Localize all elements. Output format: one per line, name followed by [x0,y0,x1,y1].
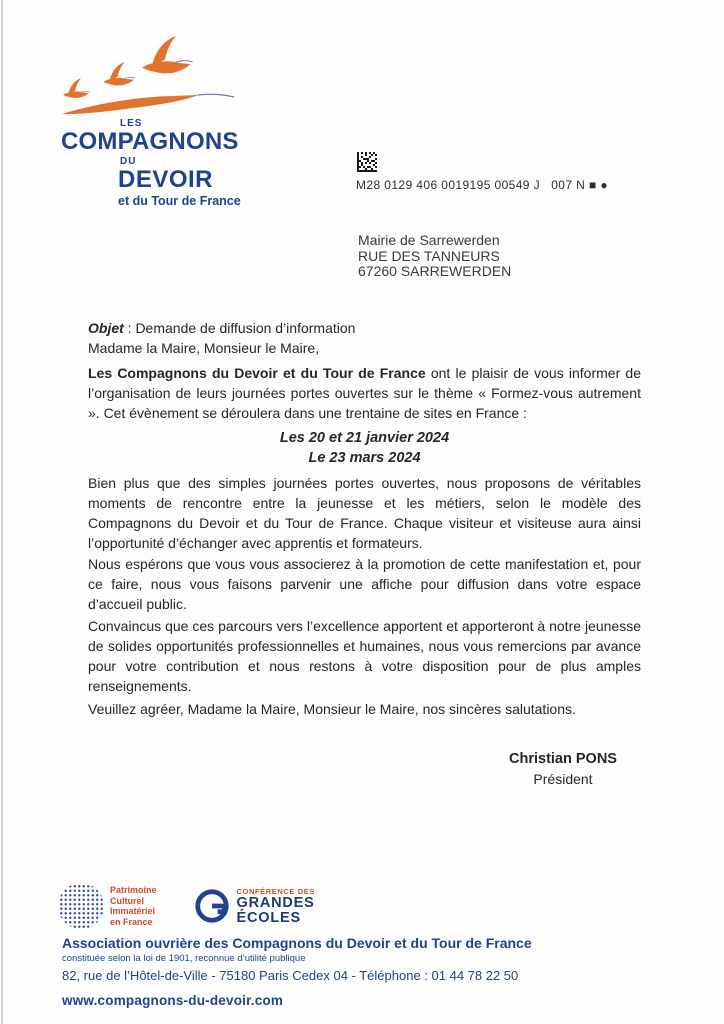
cge-top-line: CONFÉRENCE DES [236,886,315,896]
paragraph-promotion: Nous espérons que vous vous associerez à la promotion de cette manifestation et, pour ce faire, nous vous faisons parvenir une affiche pour diffusion dans votre espace d’accueil public. [88,556,641,612]
logo-devoir: DEVOIR [118,166,214,193]
signer-title: Président [533,771,593,787]
logo-les: LES [120,118,143,129]
patrimoine-culturel-logo [58,883,157,929]
association-address: 82, rue de l’Hôtel-de-Ville - 75180 Paris Cedex 04 - Téléphone : 01 44 78 22 50 [62,968,519,983]
paragraph-intro-bold: Les Compagnons du Devoir et du Tour de France [88,365,426,381]
logo-wordmark [58,119,258,208]
paragraph-intro [88,363,641,423]
website-url: www.compagnons-du-devoir.com [62,993,284,1008]
footer-text [62,935,618,1008]
association-legal: constituée selon la loi de 1901, reconnue d’utilité publique [62,953,306,964]
cge-label [237,887,315,926]
paragraph-description: Bien plus que des simples journées portes ouvertes, nous proposons de véritables moments de rencontre entre la jeunesse et les métiers, selon le modèle des Compagnons du Devoir et du Tour de France. Chaque visiteur et visiteuse aura ainsi l’opportunité d’échanger avec apprentis et formateurs. [88,475,641,551]
logo-du: DU [120,156,137,167]
cge-ecoles: ÉCOLES [236,909,301,926]
event-dates [88,428,641,468]
letter-footer [58,882,618,1008]
event-date-january: Les 20 et 21 janvier 2024 [279,430,450,446]
cge-grandes: GRANDES [236,894,315,911]
scan-edge-artifact [1,0,3,1024]
birds-wave-icon [58,28,248,116]
pci-line: en France [110,916,153,927]
pci-line: Patrimoine [110,885,157,895]
pci-line: Immatériel [110,906,156,916]
subject-text: : Demande de diffusion d’information [123,320,356,336]
recipient-street: RUE DES TANNEURS [358,247,500,264]
logo-compagnons: COMPAGNONS [61,128,239,155]
signature-block [473,749,653,789]
paragraph-thanks: Convaincus que ces parcours vers l’excellence apportent et apporteront à notre jeunesse de solides opportunités professionnelles et humaines, nous vous remercions par avance pour votre contribution et nous restons à votre disposition pour de plus amples renseignements. [88,618,641,694]
footer-logos [58,882,618,930]
recipient-city: 67260 SARREWERDEN [358,263,512,279]
pci-line: Culturel [110,895,145,906]
postal-reference-line: M28 0129 406 0019195 00549 J 007 N ■ ● [356,178,609,192]
signer-name: Christian PONS [509,751,617,767]
letter-body [88,318,641,789]
compagnons-logo [58,28,258,208]
subject-line [88,318,641,338]
salutation: Madame la Maire, Monsieur le Maire, [88,340,320,356]
cg-monogram-icon [193,887,231,925]
closing-formula: Veuillez agréer, Madame la Maire, Monsieur le Maire, nos sincères salutations. [88,701,576,717]
association-name: Association ouvrière des Compagnons du Devoir et du Tour de France [62,935,532,951]
dotted-globe-icon [58,883,104,929]
logo-tagline: et du Tour de France [118,194,241,208]
conference-grandes-ecoles-logo [193,887,315,926]
patrimoine-culturel-label [110,885,157,927]
event-date-march: Le 23 mars 2024 [308,450,421,466]
paragraph-intro-rest: ont le plaisir de vous informer de l’organisation de leurs journées portes ouvertes sur le thème « Formez-vous autrement ». Cet évènement se déroulera dans une trentaine de sites en France : [88,365,641,421]
recipient-name: Mairie de Sarrewerden [358,232,500,248]
datamatrix-barcode-icon [357,152,377,172]
recipient-address-block [358,233,511,280]
subject-label: Objet [88,320,124,336]
